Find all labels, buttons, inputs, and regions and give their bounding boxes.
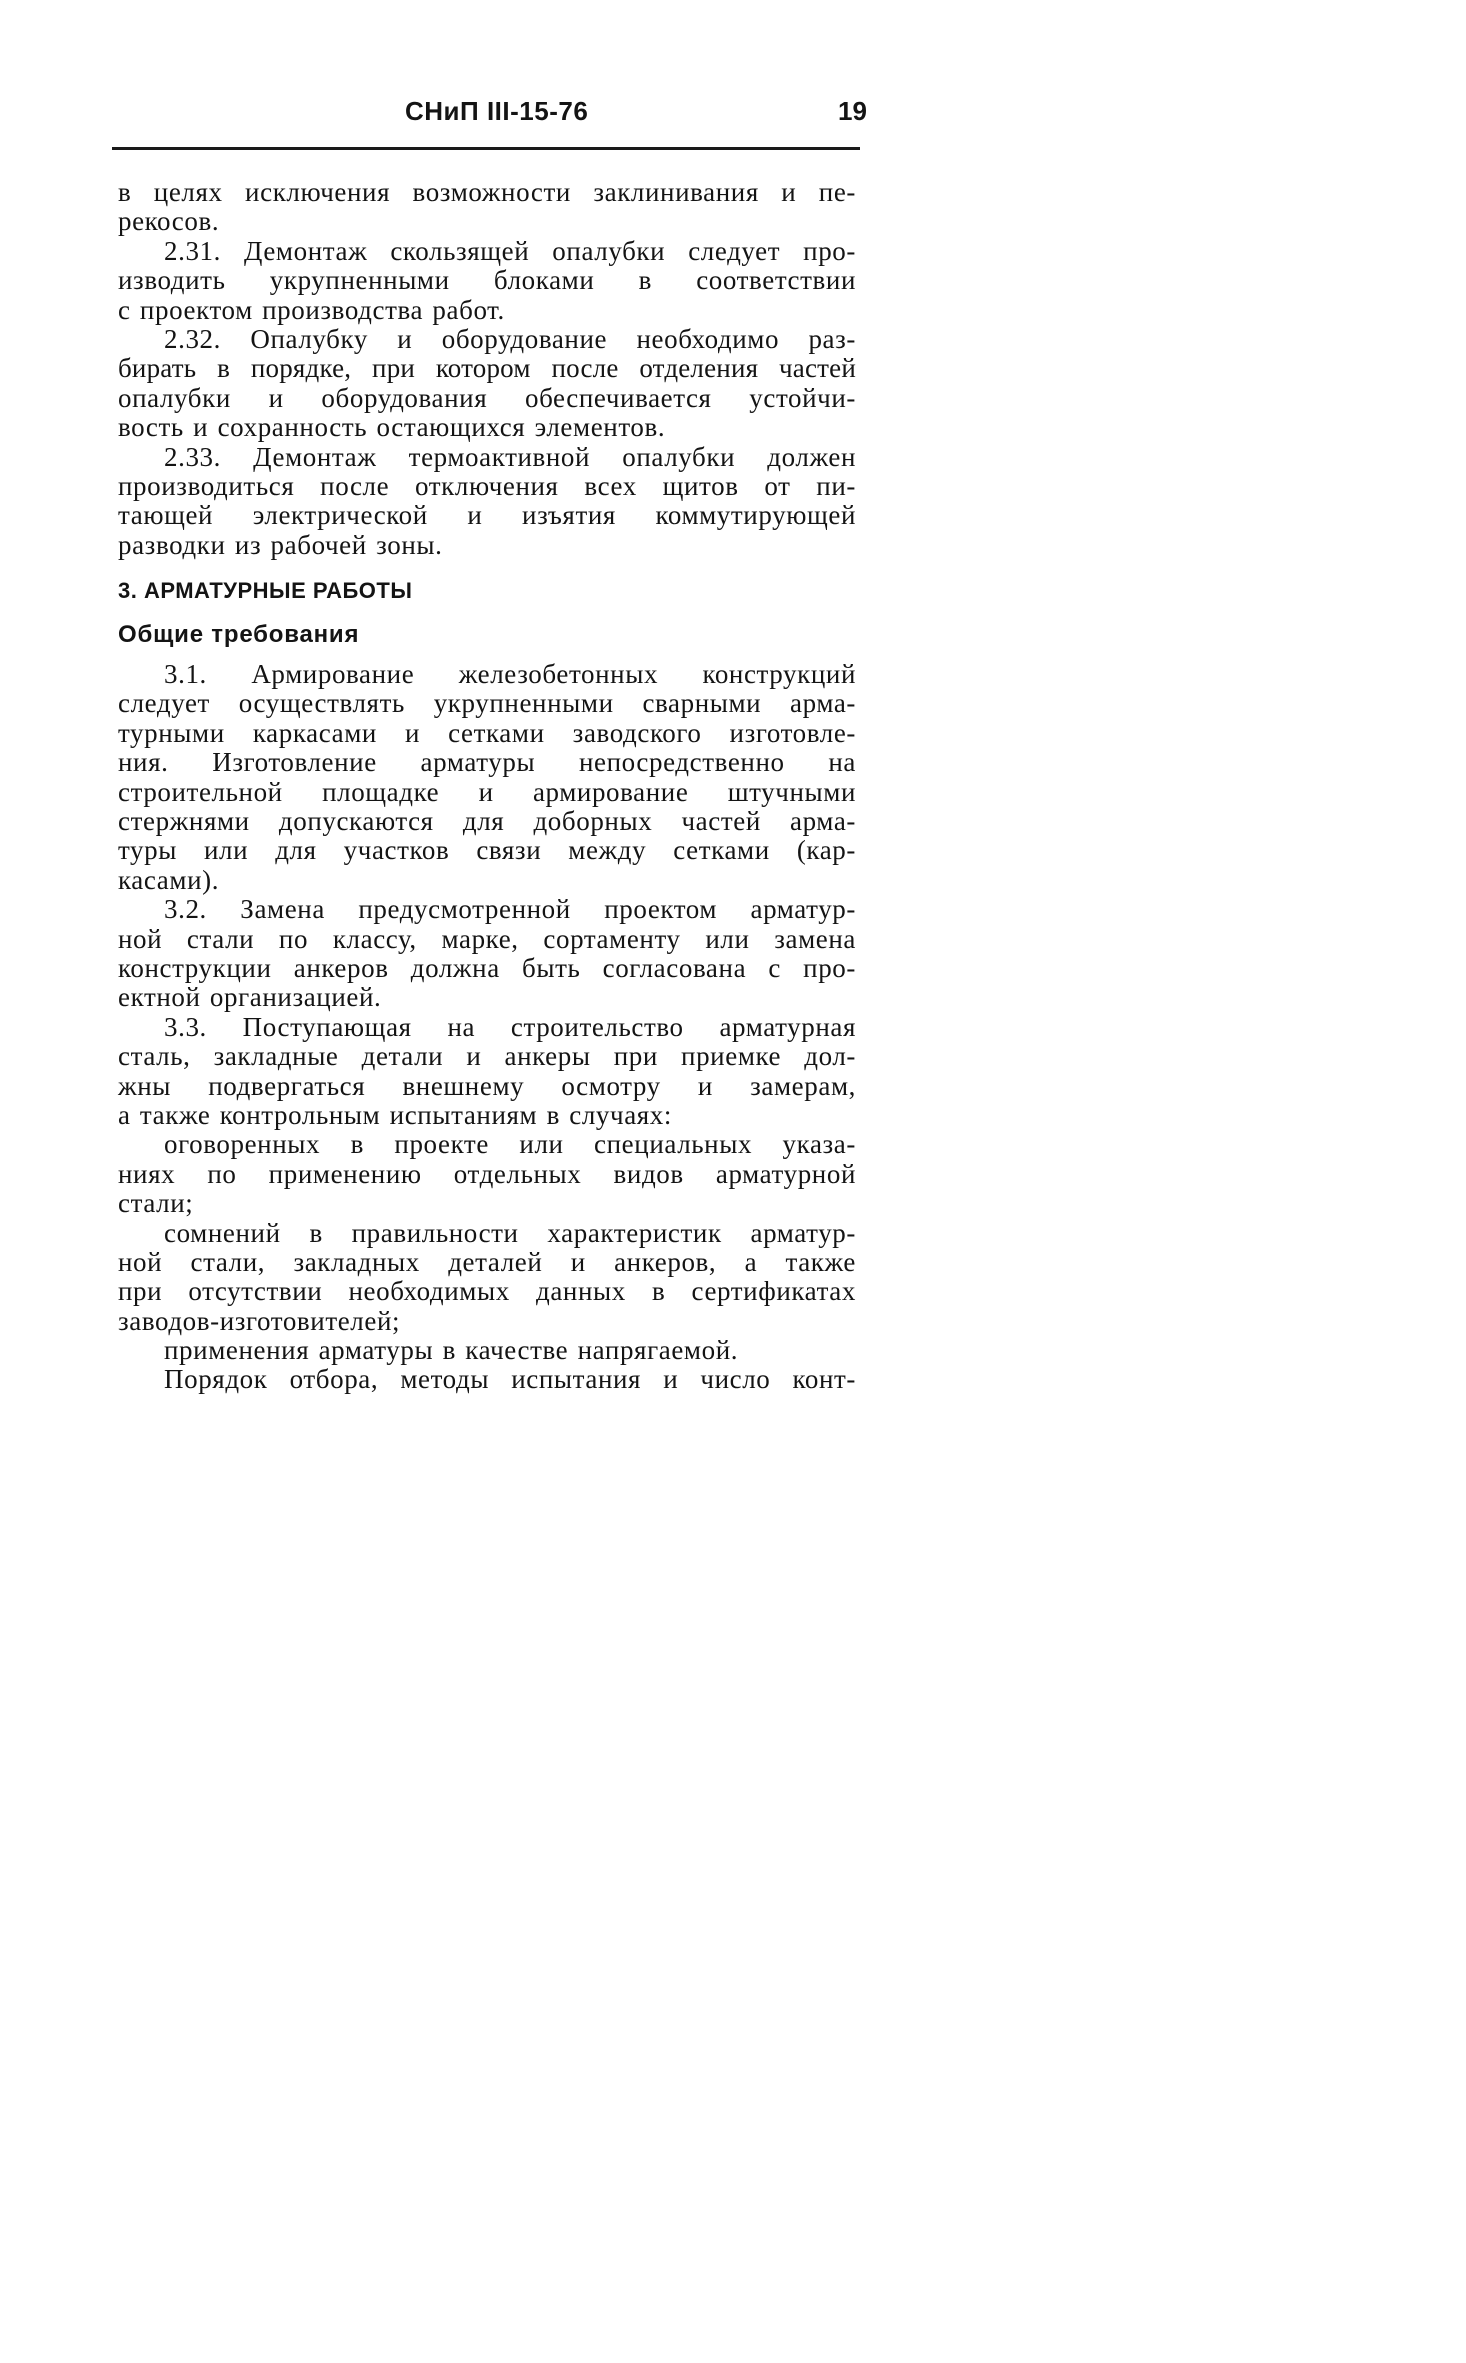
paragraph-final: [118, 1365, 856, 1394]
text-line: оговоренных в проекте или специальных указа-: [164, 1129, 856, 1160]
paragraph-continuation: [118, 178, 856, 237]
text-line: применения арматуры в качестве напрягаемой.: [164, 1335, 739, 1366]
page-header: [0, 96, 960, 136]
text-line: Порядок отбора, методы испытания и число конт-: [164, 1364, 856, 1395]
text-line: конструкции анкеров должна быть согласована с про-: [118, 952, 856, 983]
list-item: [118, 1219, 856, 1337]
text-line: 2.32. Опалубку и оборудование необходимо раз-: [164, 323, 856, 354]
text-line: тающей электрической и изъятия коммутирующей: [118, 500, 856, 531]
paragraph-2-33: [118, 443, 856, 561]
text-line: вость и сохранность остающихся элементов.: [118, 412, 666, 443]
subsection-title: Общие требования: [118, 621, 360, 649]
text-line: при отсутствии необходимых данных в сертификатах: [118, 1276, 856, 1307]
text-line: изводить укрупненными блоками в соответствии: [118, 265, 856, 296]
text-line: бирать в порядке, при котором после отделения частей: [118, 353, 856, 384]
text-line: 3.3. Поступающая на строительство арматурная: [164, 1011, 856, 1042]
text-line: 3.2. Замена предусмотренной проектом арматур-: [164, 894, 856, 925]
paragraph-2-32: [118, 325, 856, 443]
text-line: сталь, закладные детали и анкеры при приемке дол-: [118, 1041, 856, 1072]
text-line: стержнями допускаются для доборных частей арма-: [118, 806, 856, 837]
text-line: 3.1. Армирование железобетонных конструкций: [164, 659, 856, 690]
text-line: опалубки и оборудования обеспечивается устойчи-: [118, 382, 856, 413]
text-line: разводки из рабочей зоны.: [118, 529, 443, 560]
text-line: 2.31. Демонтаж скользящей опалубки следует про-: [164, 235, 856, 266]
text-line: рекосов.: [118, 206, 220, 237]
text-line: ниях по применению отдельных видов арматурной: [118, 1158, 856, 1189]
text-line: с проектом производства работ.: [118, 294, 505, 325]
document-code: СНиП III-15-76: [405, 96, 589, 126]
header-divider: [112, 147, 860, 150]
text-line: ной стали, закладных деталей и анкеров, а также: [118, 1246, 856, 1277]
paragraph-3-1: [118, 660, 856, 895]
text-line: жны подвергаться внешнему осмотру и замерам,: [118, 1070, 856, 1101]
text-line: стали;: [118, 1188, 194, 1219]
text-line: касами).: [118, 864, 220, 895]
text-line: заводов-изготовителей;: [118, 1305, 401, 1336]
text-line: ной стали по классу, марке, сортаменту или замена: [118, 923, 856, 954]
list-item: [118, 1130, 856, 1218]
text-line: строительной площадке и армирование штучными: [118, 776, 856, 807]
section-title: 3. АРМАТУРНЫЕ РАБОТЫ: [118, 578, 413, 604]
text-line: сомнений в правильности характеристик арматур-: [164, 1217, 856, 1248]
text-line: ния. Изготовление арматуры непосредственно на: [118, 747, 856, 778]
text-line: следует осуществлять укрупненными сварными арма-: [118, 688, 856, 719]
text-line: 2.33. Демонтаж термоактивной опалубки должен: [164, 441, 856, 472]
text-line: производиться после отключения всех щитов от пи-: [118, 470, 856, 501]
document-body: [118, 178, 856, 1395]
text-line: в целях исключения возможности заклинивания и пе-: [118, 177, 856, 207]
text-line: турными каркасами и сетками заводского изготовле-: [118, 717, 856, 748]
page-number: 19: [838, 96, 867, 126]
list-item: [118, 1336, 856, 1365]
text-line: а также контрольным испытаниям в случаях:: [118, 1099, 673, 1130]
text-line: ектной организацией.: [118, 982, 382, 1013]
text-line: туры или для участков связи между сетками (кар-: [118, 835, 856, 866]
paragraph-3-3: [118, 1013, 856, 1131]
paragraph-3-2: [118, 895, 856, 1013]
paragraph-2-31: [118, 237, 856, 325]
